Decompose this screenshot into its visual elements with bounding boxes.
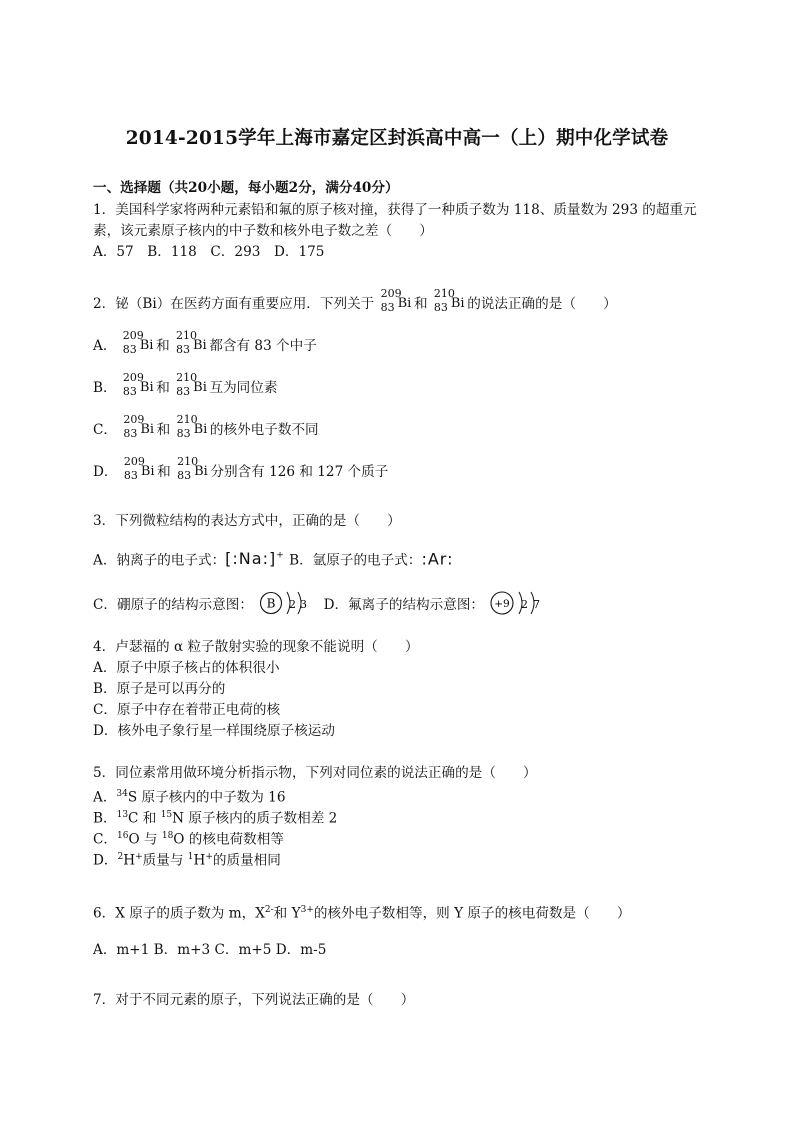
nuclide-mass: 209	[123, 413, 145, 426]
option-label: A．	[93, 338, 117, 354]
nuclide-bi-209	[123, 455, 155, 484]
nuclide-mass: 210	[176, 329, 197, 342]
q3-option-a-text: A．钠离子的电子式：	[93, 552, 226, 569]
section-heading: 一、选择题（共20小题，每小题2分，满分40分）	[93, 180, 399, 196]
option-text: N 原子核内的质子数相差 2	[172, 810, 338, 827]
mass-number: 15	[160, 810, 173, 820]
q3-option-d-text: D．氟离子的结构示意图：	[323, 597, 485, 613]
q6-options: A．m+1 B．m+3 C．m+5 D．m-5	[93, 942, 327, 958]
nuclide-bi-210	[176, 329, 207, 358]
nuclide-mass: 209	[122, 329, 144, 342]
boron-nucleus-label: B	[266, 596, 276, 611]
q6-stem-suffix: 的核外电子数相等，则 Y 原子的核电荷数是（ ）	[313, 905, 631, 922]
q1-stem-line1: 1．美国科学家将两种元素铅和氟的原子核对撞，获得了一种质子数为 118、质量数为 293 的超重元	[93, 202, 697, 218]
q4-option-a: A．原子中原子核占的体积很小	[93, 660, 280, 676]
boron-shell-2-count: 3	[300, 598, 308, 611]
fluoride-nucleus-label: +9	[494, 598, 511, 610]
nuclide-symbol: Bi	[193, 338, 207, 353]
nuclide-mass: 210	[433, 287, 455, 300]
nuclide-bi-210	[177, 455, 208, 484]
q2-option-a	[93, 329, 317, 358]
option-text: O 的核电荷数相等	[173, 831, 284, 848]
nuclide-symbol: Bi	[194, 464, 208, 479]
nuclide-atomic-number: 83	[176, 427, 191, 440]
q2-stem-and: 和	[413, 296, 428, 312]
q4-option-c: C．原子中存在着带正电荷的核	[93, 702, 281, 718]
q7-stem: 7．对于不同元素的原子，下列说法正确的是（ ）	[93, 992, 415, 1008]
nuclide-symbol: Bi	[140, 422, 155, 437]
nuclide-mass: 209	[380, 287, 402, 300]
and-text: 和	[156, 380, 170, 396]
nuclide-bi-209	[123, 413, 155, 442]
nuclide-bi-210	[176, 371, 207, 400]
q2-stem	[93, 287, 617, 316]
nuclide-bi-209	[122, 371, 154, 400]
nuclide-symbol: Bi	[139, 380, 154, 395]
nuclide-symbol: Bi	[140, 464, 155, 479]
q5-stem: 5．同位素常用做环境分析指示物，下列对同位素的说法正确的是（ ）	[93, 765, 537, 781]
nuclide-atomic-number: 83	[122, 385, 137, 398]
nuclide-atomic-number: 83	[122, 343, 137, 356]
sodium-charge: +	[276, 551, 285, 561]
option-label: C．	[93, 831, 117, 848]
fluoride-shell-1-count: 2	[521, 598, 529, 611]
nuclide-atomic-number: 83	[176, 385, 191, 398]
option-label: A．	[93, 789, 117, 806]
option-text: 分别含有 126 和 127 个质子	[210, 464, 389, 480]
option-label: B．	[93, 380, 117, 396]
nuclide-mass: 210	[177, 455, 199, 468]
option-text: 互为同位素	[209, 380, 278, 396]
q3-options-ab	[93, 546, 453, 571]
sodium-ion-electron-formula	[225, 549, 285, 568]
nuclide-symbol: Bi	[450, 296, 465, 311]
q3-option-c-text: C．硼原子的结构示意图：	[93, 597, 253, 613]
ion-charge: 3+	[300, 905, 314, 915]
nuclide-bi-210	[176, 413, 208, 442]
nuclide-bi-210	[433, 287, 465, 316]
exam-title: 2014-2015学年上海市嘉定区封浜高中高一（上）期中化学试卷	[125, 128, 669, 149]
q2-option-d	[93, 455, 389, 484]
q1-options: A．57 B．118 C．293 D．175	[93, 244, 325, 260]
mass-number: 16	[117, 831, 129, 841]
nuclide-bi-209	[122, 329, 154, 358]
boron-shell-1-count: 2	[289, 598, 297, 611]
q3-options-cd	[93, 588, 554, 620]
mass-number: 1	[187, 852, 194, 862]
option-text: O 与	[128, 831, 162, 848]
nuclide-symbol: Bi	[139, 338, 154, 353]
option-text: 的质量相同	[212, 852, 281, 869]
nuclide-mass: 210	[176, 413, 198, 426]
argon-electron-formula: :Ar:	[421, 549, 454, 569]
option-label: D．	[93, 464, 118, 480]
ion-charge: 2-	[264, 905, 274, 915]
option-text: C 和	[128, 810, 161, 827]
q6-stem	[93, 900, 631, 925]
and-text: 和	[156, 422, 171, 438]
mass-number: 34	[116, 789, 128, 799]
q3-option-b-text: B．氩原子的电子式：	[289, 552, 422, 569]
q6-stem-prefix: 6．X 原子的质子数为 m，X	[93, 905, 265, 922]
nuclide-mass: 209	[122, 371, 144, 384]
nuclide-atomic-number: 83	[380, 301, 395, 314]
q2-option-c	[93, 413, 319, 442]
nuclide-atomic-number: 83	[177, 469, 192, 482]
nuclide-symbol: Bi	[193, 380, 207, 395]
option-label: B．	[93, 810, 117, 827]
and-text: 和	[157, 464, 171, 480]
nuclide-bi-209	[380, 287, 412, 316]
option-label: D．	[93, 852, 118, 869]
fluoride-structure-diagram	[488, 588, 554, 618]
sodium-formula: [:Na:]	[225, 549, 277, 569]
nuclide-atomic-number: 83	[123, 427, 138, 440]
q2-stem-suffix: 的说法正确的是（ ）	[467, 296, 617, 312]
nuclide-symbol: Bi	[397, 296, 412, 311]
nuclide-symbol: Bi	[193, 422, 208, 437]
nuclide-atomic-number: 83	[123, 469, 138, 482]
option-text: 的核外电子数不同	[209, 422, 319, 438]
mass-number: 18	[161, 831, 174, 841]
nuclide-mass: 210	[176, 371, 198, 384]
q5-option-d	[93, 847, 281, 872]
ion-charge: +	[135, 852, 143, 862]
nuclide-mass: 209	[123, 455, 145, 468]
and-text: 和	[156, 338, 170, 354]
mass-number: 2	[117, 852, 124, 862]
q6-stem-mid: 和 Y	[273, 905, 301, 922]
option-label: C．	[93, 422, 117, 438]
nuclide-atomic-number: 83	[176, 343, 190, 356]
q2-stem-prefix: 2．铋（Bi）在医药方面有重要应用．下列关于	[93, 296, 375, 312]
fluoride-shell-2-count: 7	[533, 598, 541, 611]
mass-number: 13	[116, 810, 129, 820]
option-text: 质量与	[142, 852, 188, 869]
q2-option-b	[93, 371, 278, 400]
q1-stem-line2: 素，该元素原子核内的中子数和核外电子数之差（ ）	[93, 223, 433, 239]
q3-stem: 3．下列微粒结构的表达方式中，正确的是（ ）	[93, 513, 401, 529]
q4-option-d: D．核外电子象行星一样围绕原子核运动	[93, 723, 335, 739]
element-symbol: H	[193, 852, 206, 869]
ion-charge: +	[205, 852, 213, 862]
nuclide-atomic-number: 83	[433, 301, 448, 314]
option-text: S 原子核内的中子数为 16	[127, 789, 286, 806]
option-text: 都含有 83 个中子	[209, 338, 317, 354]
q4-stem: 4．卢瑟福的 α 粒子散射实验的现象不能说明（ ）	[93, 639, 419, 655]
q4-option-b: B．原子是可以再分的	[93, 681, 226, 697]
element-symbol: H	[123, 852, 136, 869]
boron-structure-diagram	[257, 588, 319, 618]
